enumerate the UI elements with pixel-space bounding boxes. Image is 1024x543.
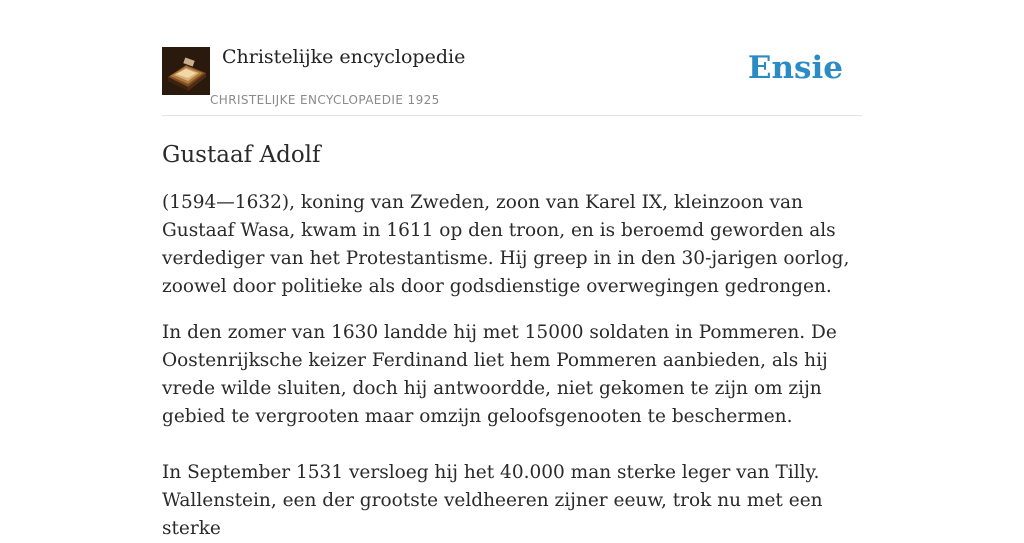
brand-logo[interactable]: Ensie: [747, 50, 843, 86]
site-title[interactable]: Christelijke encyclopedie: [222, 46, 466, 68]
site-header: [162, 46, 862, 116]
article-paragraph: In September 1531 versloeg hij het 40.000 man sterke leger van Tilly. Wallenstein, een der grootste veldheeren zijner eeuw, trok nu met een sterke: [162, 462, 823, 539]
site-subtitle[interactable]: CHRISTELIJKE ENCYCLOPAEDIE 1925: [210, 93, 440, 107]
paragraph-spacer: [162, 431, 862, 459]
header-divider: [162, 115, 862, 116]
article-paragraph: (1594—1632), koning van Zweden, zoon van Karel IX, kleinzoon van Gustaaf Wasa, kwam in 1611 op den troon, en is beroemd geworden als verdediger van het Protestantisme. Hij greep in in den 30-jarigen oorlog, zoowel door politieke als door godsdienstige overwegingen gedrongen.: [162, 192, 850, 297]
site-avatar[interactable]: [162, 47, 210, 95]
article-paragraph: In den zomer van 1630 landde hij met 15000 soldaten in Pommeren. De Oostenrijksche keizer Ferdinand liet hem Pommeren aanbieden, als hij vrede wilde sluiten, doch hij antwoordde, niet gekomen te zijn om zijn gebied te vergrooten maar omzijn geloofsgenooten te beschermen.: [162, 322, 837, 427]
book-image-icon: [162, 47, 210, 95]
article: [162, 139, 862, 543]
page-title: Gustaaf Adolf: [162, 142, 321, 168]
